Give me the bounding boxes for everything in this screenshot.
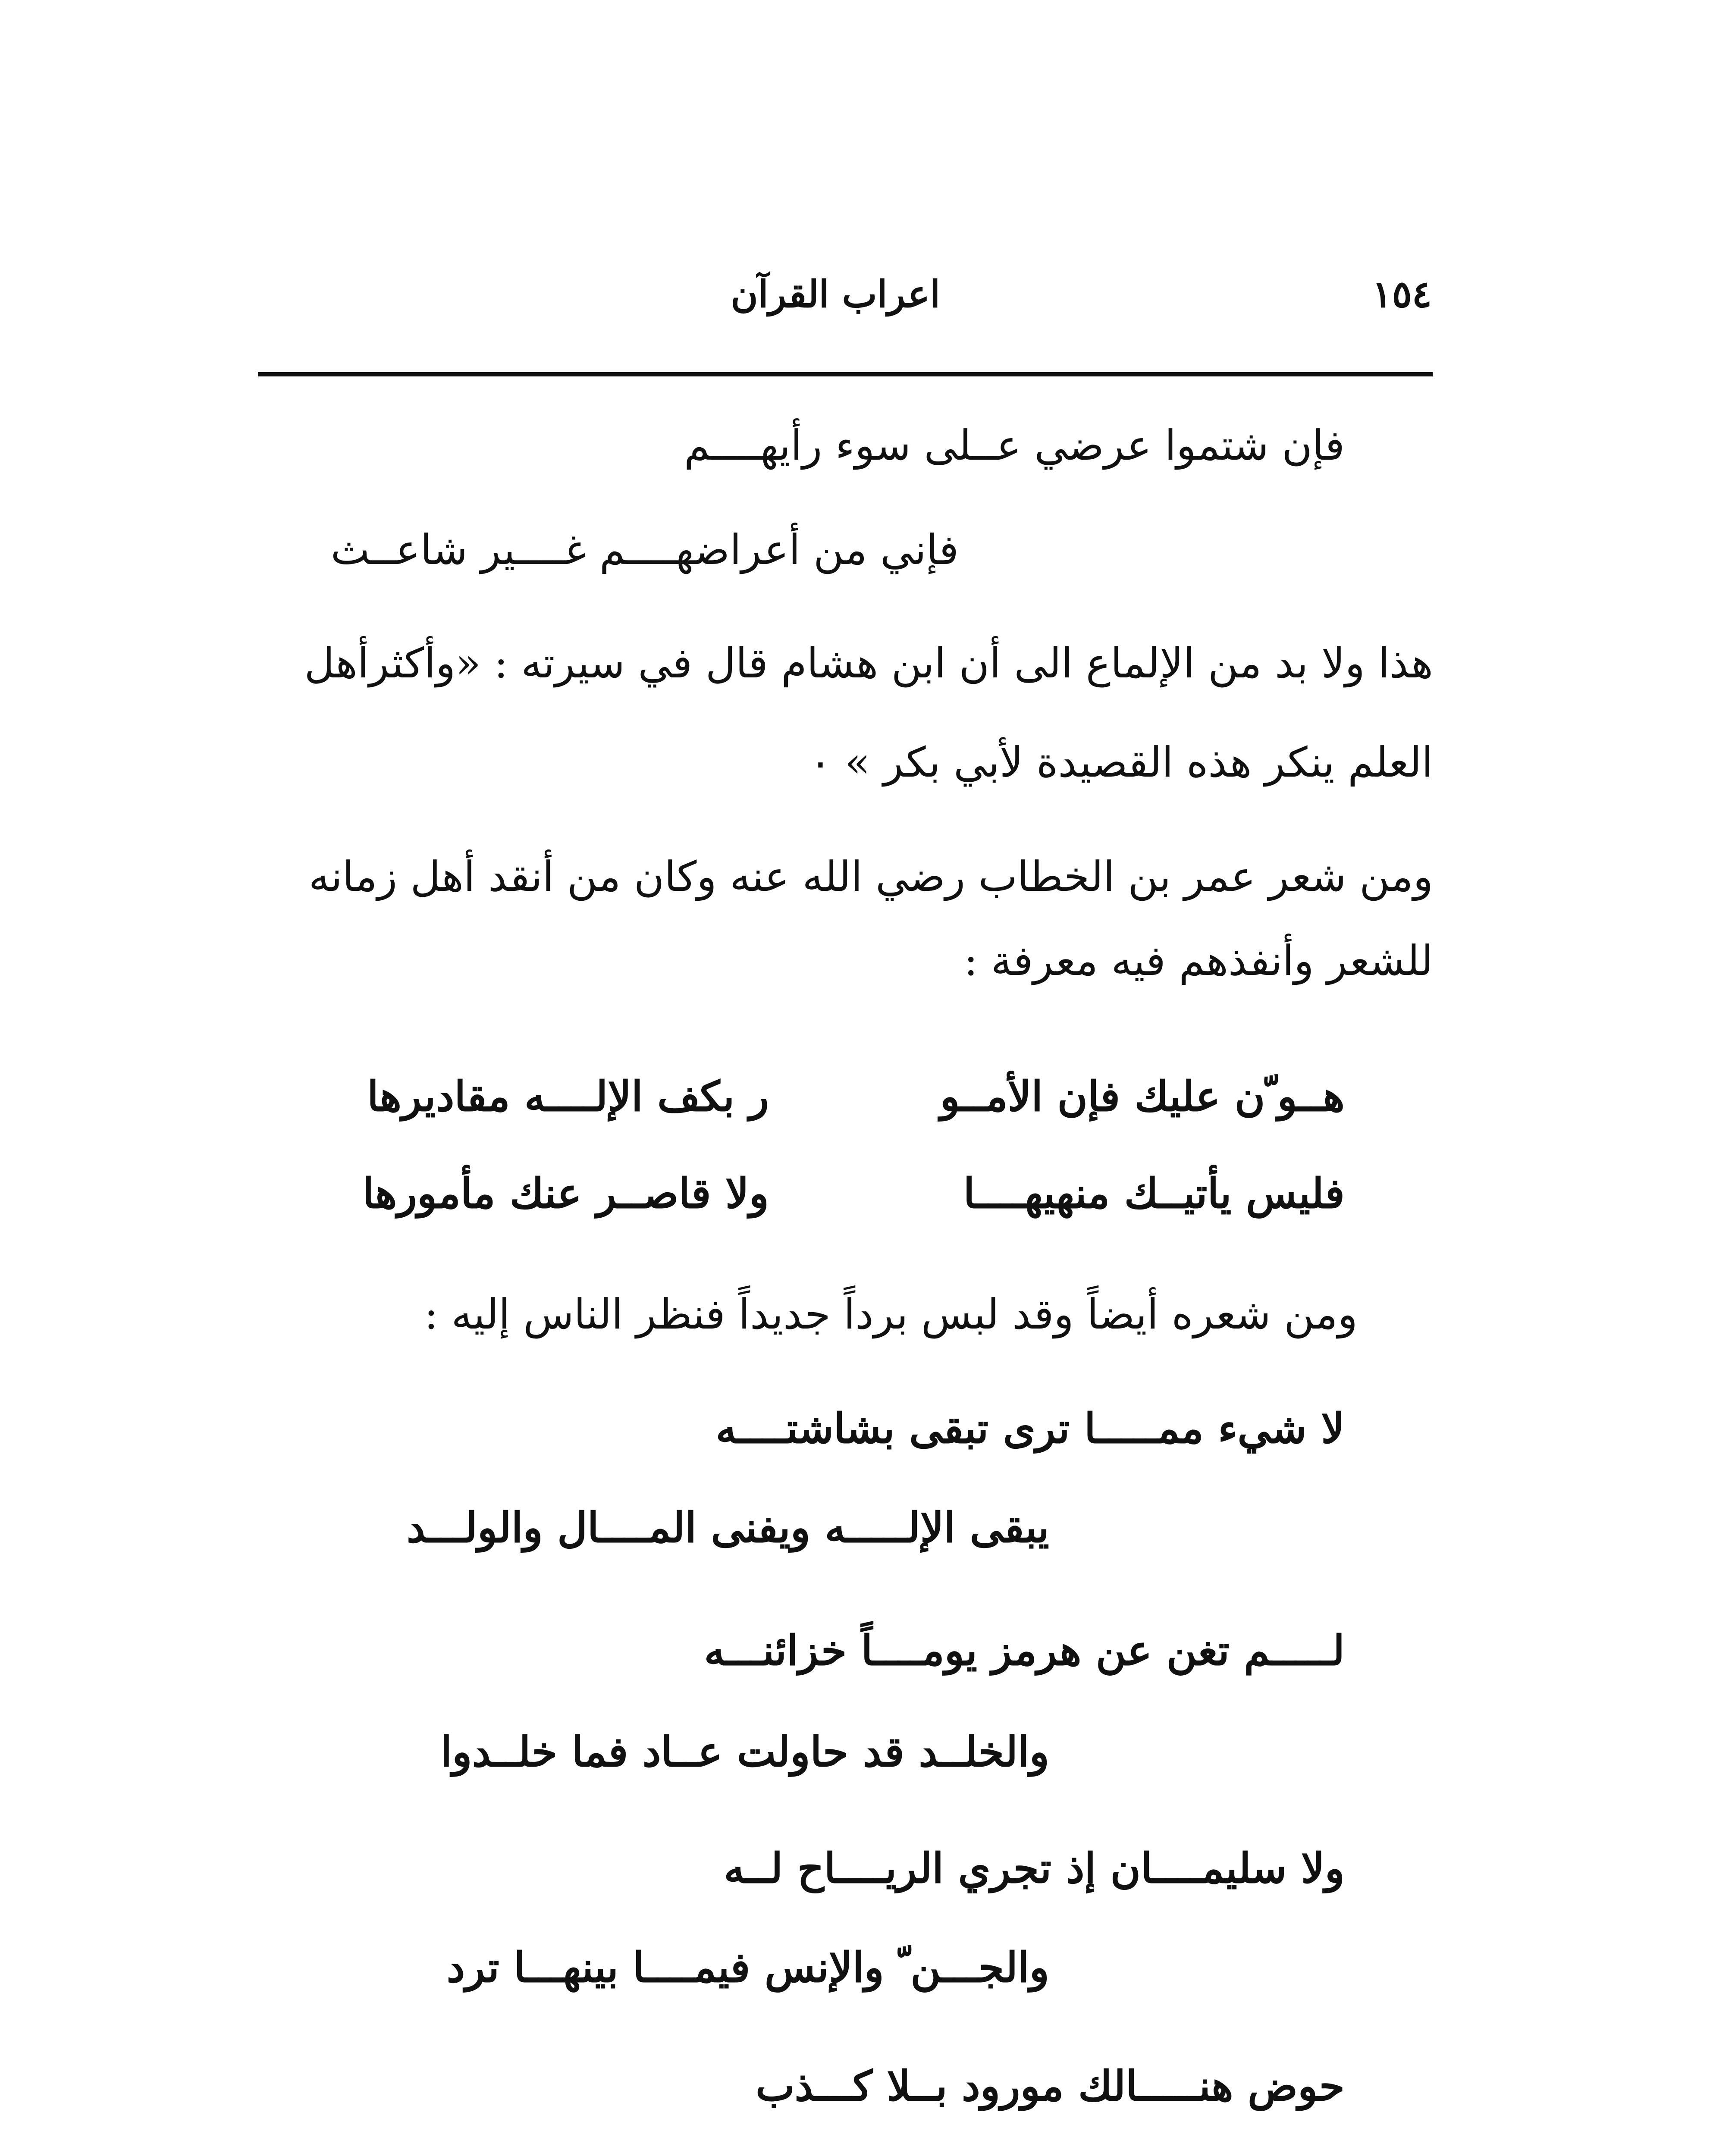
verse-line: ولا سليمــــان إذ تجري الريــــاح لــه xyxy=(724,1844,1345,1893)
verse-line: فإني من أعراضهــــم غــــير شاعــث xyxy=(330,526,959,574)
verse-line: والخلــد قد حاولت عــاد فما خلــدوا xyxy=(440,1727,1049,1776)
verse-line: يبقى الإلـــــه ويفنى المــــال والولـــد xyxy=(406,1503,1049,1552)
verse-hemistich: هــو ّن عليك فإن الأمــو xyxy=(940,1072,1345,1121)
verse-hemistich: ر بكف الإلــــه مقاديرها xyxy=(367,1072,769,1121)
verse-line: لـــــم تغن عن هرمز يومــــاً خزائنـــه xyxy=(704,1626,1345,1675)
page-number: ١٥٤ xyxy=(1372,273,1432,316)
prose-line: هذا ولا بد من الإلماع الى أن ابن هشام قال في سيرته : «وأكثرأهل xyxy=(304,639,1433,687)
verse-line: والجـــن ّ والإنس فيمــــا بينهـــا ترد xyxy=(446,1943,1049,1992)
verse-hemistich: فليس يأتيــك منهيهــــا xyxy=(963,1169,1345,1218)
verse-line: لا شيء ممـــــا ترى تبقى بشاشتــــه xyxy=(715,1404,1345,1453)
prose-line: العلم ينكر هذه القصيدة لأبي بكر » ٠ xyxy=(809,738,1433,787)
verse-hemistich: ولا قاصــر عنك مأمورها xyxy=(362,1169,769,1218)
header-rule xyxy=(258,372,1433,376)
running-title: اعراب القرآن xyxy=(731,273,940,316)
page-header xyxy=(259,273,1432,336)
prose-line: للشعر وأنفذهم فيه معرفة : xyxy=(964,937,1433,985)
verse-line: حوض هنـــــالك مورود بــلا كـــذب xyxy=(756,2062,1345,2110)
prose-line: ومن شعره أيضاً وقد لبس برداً جديداً فنظر الناس إليه : xyxy=(424,1290,1358,1338)
verse-line: فإن شتموا عرضي عــلى سوء رأيهــــم xyxy=(684,421,1345,470)
prose-line: ومن شعر عمر بن الخطاب رضي الله عنه وكان من أنقد أهل زمانه xyxy=(308,852,1433,901)
